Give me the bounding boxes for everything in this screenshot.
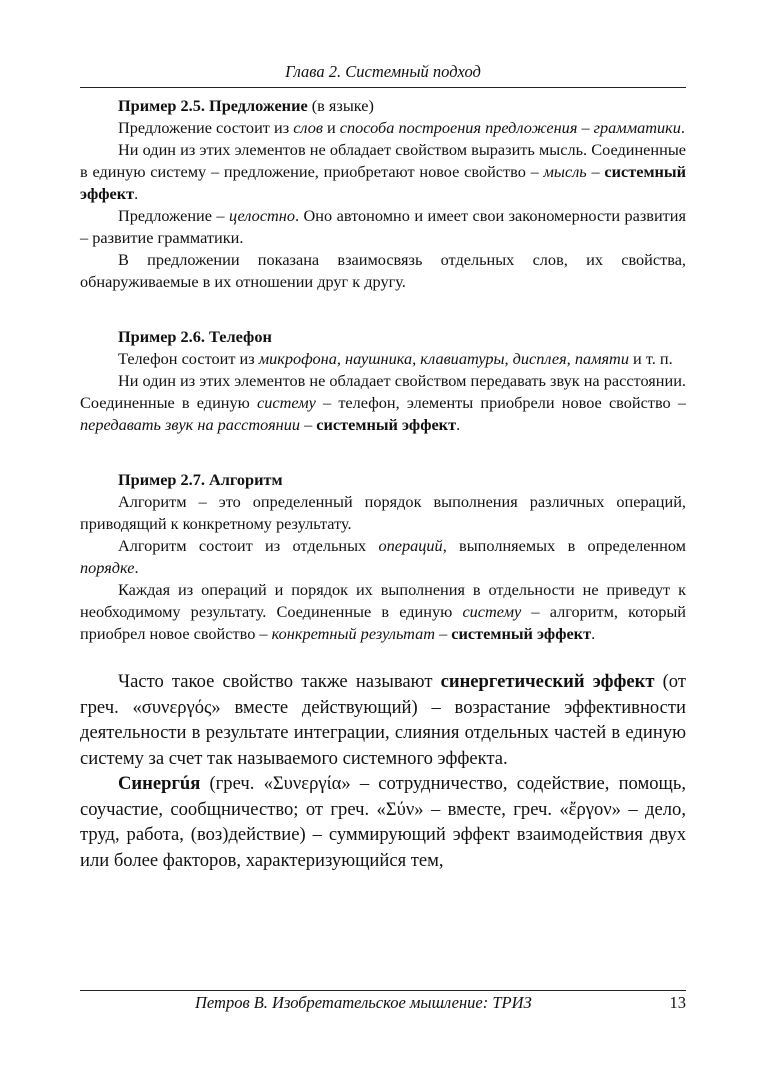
example-title: Пример 2.5. Предложение (в языке) — [118, 96, 374, 115]
paragraph: Алгоритм состоит из отдельных операций, выполняемых в определенном порядке. — [80, 536, 686, 577]
page-number: 13 — [669, 993, 686, 1012]
paragraph: Часто такое свойство также называют синергетический эффект (от греч. «συνεργός» вместе действующий) – возрастание эффективности деятельности в результате интеграции, слияния отдельных частей в единую систему за счет так называемого системного эффекта. — [80, 671, 686, 769]
running-footer: Петров В. Изобретательское мышление: ТРИЗ — [195, 993, 532, 1012]
paragraph: Ни один из этих элементов не обладает свойством выразить мысль. Соединенные в единую систему – предложение, приобретают новое свойство – мысль – системный эффект. — [80, 140, 687, 203]
paragraph: Телефон состоит из микрофона, наушника, клавиатуры, дисплея, памяти и т. п. — [118, 349, 673, 368]
paragraph: Ни один из этих элементов не обладает свойством передавать звук на расстоянии. Соединенные в единую систему – телефон, элементы приобрели новое свойство – передавать звук на расстоянии – системный эффект. — [80, 371, 686, 434]
example-2-5 — [80, 95, 686, 293]
paragraph: Предложение – целостно. Оно автономно и имеет свои закономерности развития – развитие грамматики. — [80, 206, 686, 247]
example-title: Пример 2.7. Алгоритм — [118, 470, 283, 489]
paragraph: Каждая из операций и порядок их выполнения в отдельности не приведут к необходимому результату. Соединенные в единую систему – алгоритм, который приобрел новое свойство – конкретный результат – системный эффект. — [80, 580, 686, 643]
running-header: Глава 2. Системный подход — [285, 62, 481, 81]
page-content — [80, 95, 686, 873]
example-2-7 — [80, 469, 686, 645]
header-rule — [80, 87, 686, 88]
body-text — [80, 669, 686, 873]
paragraph: Предложение состоит из слов и способа построения предложения – грамматики. — [118, 118, 685, 137]
example-title: Пример 2.6. Телефон — [118, 327, 272, 346]
paragraph: Синергúя (греч. «Συνεργία» – сотрудничество, содействие, помощь, соучастие, сообщничество; от греч. «Σύν» – вместе, греч. «ἔργον» – дело, труд, работа, (воз)действие) – суммирующий эффект взаимодействия двух или более факторов, характеризующийся тем, — [80, 773, 686, 871]
example-2-6 — [80, 326, 686, 436]
footer-rule — [80, 990, 686, 991]
paragraph: В предложении показана взаимосвязь отдельных слов, их свойства, обнаруживаемые в их отношении друг к другу. — [80, 250, 686, 291]
paragraph: Алгоритм – это определенный порядок выполнения различных операций, приводящий к конкретному результату. — [80, 492, 686, 533]
